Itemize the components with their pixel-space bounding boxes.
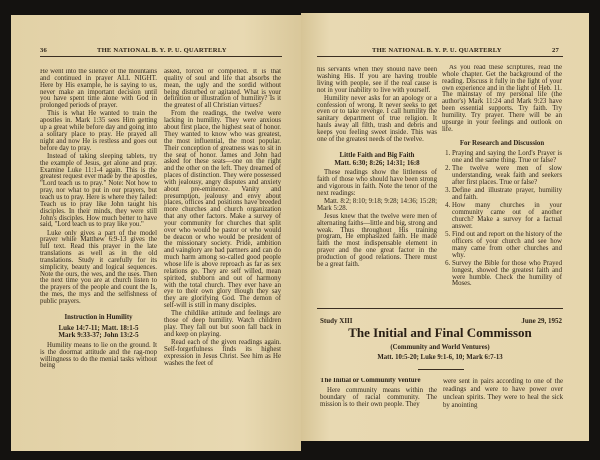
paragraph: Humility never asks for an apology or a confession of wrong. It never seeks to get even or to take revenge. I call humility the sanitary department of true religion. It hauls away all filth, trash and debris and keeps you feeling sweet inside. This was one of the greatest needs of the twelve.	[317, 94, 437, 143]
right-column-2	[442, 65, 562, 305]
scripture-refs: Mark 9:33-37; John 13:2-5	[58, 331, 139, 340]
paragraph: The childlike attitude and feelings are those of deep humility. Watch children play. They fall out but soon fall back in and keep on playing.	[164, 310, 281, 338]
left-column-2	[164, 69, 281, 409]
paragraph: These readings show the littleness of faith of those who should have been strong and vigorous in faith. Note the tenor of the next readings:	[317, 169, 437, 197]
question-item: 2. The twelve were men of slow understanding, weak faith and seekers after first places. True or false?	[452, 166, 562, 187]
question-item: 1. Praying and saying the Lord's Prayer is one and the same thing. True or false?	[452, 151, 562, 165]
scripture-refs: Luke 14:7-11; Matt. 18:1-5	[58, 323, 139, 332]
left-page-number: 36	[40, 47, 47, 54]
section-heading: Little Faith and Big Faith	[339, 151, 415, 159]
study-refs: Matt. 10:5-20; Luke 9:1-6, 10; Mark 6:7-13	[377, 354, 503, 361]
left-column-1	[40, 69, 157, 409]
scripture-refs: Matt. 6:30; 8:26; 14:31; 16:8	[334, 158, 420, 167]
section-heading: For Research and Discussion	[459, 140, 545, 148]
left-running-title: THE NATIONAL B. Y. P. U. QUARTERLY	[97, 47, 227, 54]
paragraph: Here community means within the boundary of racial community. The mission is to their own people. They	[320, 386, 437, 408]
question-item: 5. Find out and report on the history of the officers of your church and see how many came from other churches and why.	[452, 232, 562, 259]
paragraph: Matt. 8:2; 8:10; 9:18; 9:28; 14:36; 15:28; Mark 5:28.	[317, 197, 437, 212]
study-column-2	[443, 378, 563, 410]
paragraph: This is what He wanted to train the apostles in. Mark 1:35 sees Him getting up a great while before day and going into a solitary place to pray. He prayed all night and now He is restless and goes out before day to pray.	[40, 110, 157, 152]
paragraph: were sent in pairs according to one of the readings and were to have power over unclean spirits. They were to heal the sick by anointing	[443, 378, 563, 409]
left-header-rule	[40, 56, 282, 57]
right-header-rule	[317, 56, 563, 57]
paragraph: Jesus knew that the twelve were men of alternating faiths—little and big, strong and weak. Thus throughout His training program, He emphasized faith. He made faith the most indispensable element in prayer and the one great factor in the production of good relations. There must be a great faith.	[317, 212, 437, 268]
study-date: June 29, 1952	[521, 317, 562, 325]
section-divider	[317, 308, 563, 309]
right-page-number: 27	[552, 47, 559, 54]
section-heading: Instruction in Humility	[64, 313, 133, 321]
right-column-1	[317, 67, 437, 305]
paragraph: Instead of taking sleeping tablets, try the example of Jesus, get alone and pray. Examine Luke 11:1-4 again. This is the greatest request ever made by the apostles, "Lord teach us to pray." Note: Not how to pray, nor what to put in our prayers, but teach us to pray. Here is where they failed: Teach us to pray like John taught his disciples. In their minds, they were still John's disciples. How much better to have said, "Lord teach us to pray like you."	[40, 152, 157, 229]
question-item: 6. Survey the Bible for those who Prayed longest, showed the greatest faith and were humble. Check the humility of Moses.	[452, 261, 562, 288]
paragraph: Luke only gives a part of the model prayer while Matthew 6:9-13 gives the full text. Read this prayer in the late translations as well as in the old translations. Study it carefully for its simplicity, beauty and logical sequences. Note the ours, the wes, and the uses. Then the next time you are at church listen to the prayers of the people and count the Is, the mes, the mys and the selfishness of public prayers.	[40, 229, 157, 306]
question-item: 3. Define and illustrate prayer, humility and faith.	[452, 188, 562, 202]
right-running-title: THE NATIONAL B. Y. P. U. QUARTERLY	[372, 47, 502, 54]
paragraph: asked, forced or compelled. It is that quality of soul and life that absorbs the mean, the ugly and the sordid without being disturbed or agitated. What is your definition or illustration of humility? Is it the greatest of all Christian virtues?	[164, 69, 281, 110]
study-column-1	[320, 378, 437, 410]
study-title: The Initial and Final Commisson	[348, 325, 532, 340]
paragraph: From the readings, the twelve were lacking in humility. They were anxious about first place, the highest seat of honor. They wanted to know who was greatest, the most influential, the most popular. Their conception of greatness was to sit in the seat of honor. James and John had asked for these seats—one on the right and the other on the left. They dreamed of places of distinction. They were possessed with jealousy, angry disputes and anxiety about pre-eminence. Vanity and presumption, jealousy and envy about places, offices and positions have breeded more churches and church organization that any other factors. Make a survey of your community for churches that split over who would be pastor or who would be deacon or who would be president of the missionary society. Pride, ambition and vainglory are bad partners and can do much harm among so-called good people whose life is above reproach as far as sex relations go. They are self willed, mean spirited, stubborn and out of harmony with the total church. They ever have an eye to their own glory though they say they are glorifying God. The demon of self-will is still in many disciples.	[164, 110, 281, 310]
section-heading: The Initial or Community Venture	[320, 378, 421, 384]
paragraph: his servants when they should have been washing His. If you are having trouble living with people, see if the real cause is not in your inability to live with yourself.	[317, 67, 437, 94]
title-short-rule	[418, 369, 464, 370]
study-subtitle: (Community and World Ventures)	[390, 344, 490, 351]
paragraph: Read each of the given readings again. Self-forgetfulness finds its highest expression in Jesus Christ. See him as He washes the feet of	[164, 339, 281, 367]
paragraph: He went into the silence of the mountains and continued in prayer ALL NIGHT. Here by His example, he is saying to us, never make an important decision until you have spent time alone with God in prolonged periods of prayer.	[40, 69, 157, 110]
study-label: Study XIII	[320, 317, 353, 325]
paragraph: Humility means to lie on the ground. It is the doormat attitude and the rag-mop willingness to do the menial tasks without being	[40, 341, 157, 370]
question-item: 4. How many churches in your community came out of another church? Make a survey for a factual answer.	[452, 203, 562, 230]
discussion-questions	[442, 151, 562, 288]
paragraph: As you read these scriptures, read the whole chapter. Get the background of the reading. Discuss it fully in the light of your own experience and in the light of Heb. 11. The mainstay of my personal life (the author's) Mark 11:24 and Mark 9:23 have been essential supports. Try faith. Try humility. Try prayer. There will be an upsurge in your feelings and outlook on life.	[442, 65, 562, 133]
